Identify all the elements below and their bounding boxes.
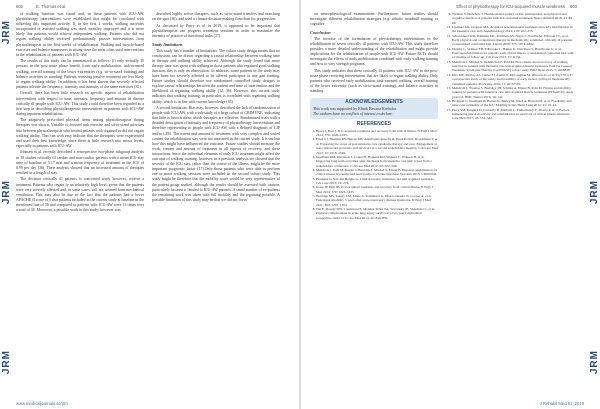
paragraph: Overall, there has been little research on specific aspects of rehabilitation interventions with respect to time, intensity, frequency and amount in disease critically ill people with ICU-AW. This study could therefore been regarded as a first step in describing physiotherapeutic interventions in patients with ICU-AW during inpatient rehabilitation.	[16, 91, 144, 116]
paragraph: The adaptively prescribed physical items among physiotherapists during therapies was shown. Variable or focused task exercise and sit-to-stand activities into between physiotherapists who treated patients with regained or did not regain walking ability. This can with easy indicate that the therapists were experienced and used their best knowledge, since there is little research into motor levels, especially in patients with ICU-AW.	[16, 118, 144, 148]
paragraph: Johnsen et al. recently described a retrospective two-phase subgroup analysis in 18 studies critically ill cardiac and non-cardiac patients with a mean ICU-stay time of baseline of 51.7 min and a mean frequency of treatment in the ICU of 0.99 per day (36). Their analysis showed that an increased amount of therapies resulted in a length of stay.	[16, 150, 144, 175]
reference-item: 14. Kho ME, Molloy AJ, Clarke FJ, Ajami D, McCaughan M, Obrovac K, et al. TryCYCLE: a prospective study of the safety and feasibility of early in-bed cycling in mechanically ventilated patients. PLoS One 2016; 11: e0167561.	[452, 73, 574, 86]
reference-item: 1. Herey I, Hall J. ICU-acquired weakness and recovery from critical illness. N Engl J Med 2014; 370: 1626–1635.	[316, 129, 438, 138]
reference-item: 10. Lipshutz AK, Gropper MA. Acquired neuromuscular weakness and early mobilization in the intensive care unit. Anesthesiology 2013; 118: 202–215.	[452, 25, 574, 34]
reference-item: 7. Herridge MS, Tansey CM, Matte A, Tomlinson G, Diaz-Granados N, Cooper A, et al. Functional disability 5 years after acute respiratory distress syndrome. N Engl J Med 2011; 364: 1293–1304.	[316, 194, 438, 207]
left-column-1	[16, 12, 144, 215]
left-column-2	[152, 12, 280, 204]
running-head: Effect of physiotherapy for ICU-acquired muscle weakness	[456, 4, 565, 9]
journal-side-tab-left	[0, 0, 12, 409]
section-heading: Study limitations	[152, 41, 183, 47]
reference-item: 9. Thomas S, Mehrholz J. Health-related quality of life, participation, and physical and cognitive function of patients with ICU-acquired weakness. Neuro-Rehabil 2018; 43: 89–96.	[452, 12, 574, 25]
reference-item: 4. Mehrholz J, Pohl M, Kugler J, Burridge J, Mückel S, Elsner B. Physical rehabilitation for critical illness myopathy and neuropathy. Cochrane Database Syst Rev 2015: CD010942.	[316, 168, 438, 177]
reference-item: 11. Schweickert WD, Pohlman MC, Pohlman AS, Nigos C, Pawlik AJ, Esbrook CL, et al. Early physical and occupational therapy in mechanically ventilated, critically ill patients: a randomised controlled trial. Lancet 2009; 373: 1874–1882.	[452, 34, 574, 47]
journal-tag-bottom: JRM	[1, 350, 12, 375]
paragraph: on neurophysiological examinations. Furthermore, future studies should investigate different rehabilitation strategies (e.g. robotic treadmill training or cognitive.	[310, 12, 438, 27]
page-number: 603	[570, 4, 577, 9]
journal-tag-top: JRM	[1, 20, 12, 45]
paragraph: described highly active therapies, such as sit-to-stand transfers and marching on the spot (36), and used a climate decision-making flowchart for progression.	[152, 12, 280, 22]
footer-citation: J Rehabil Med 51, 2019	[539, 401, 584, 406]
right-page	[300, 0, 600, 409]
paragraph: The decision critically ill patients is concerned study however, receive a treatment. Patients who regain ly an relatively high level, given that the patients were very severely affected and, in some cases, still not weaned from mechanical ventilation. This may also be due to the fact that the patients had a lower APACHE II score of 6 that patients included in the current study at baseline in the mentioned line of 56 and compared to patients with ICU-AW were 13 times over a total of 30. Moreover, a possible work in this study; however was	[16, 177, 144, 212]
right-column-2	[446, 12, 574, 121]
paragraph: A second limitation: Bias may, however, described the lack of randomization of people with ICU-AW, with a sub-study of a large cohort of CRIMYNE, indicating that little is known about which therapies are effective. Randomized trials with a detailed description of intensity and frequency of physiotherapy interventions and therefore representing to people with ICU-AW with a defined diagnosis of CIP and/or CIM. The extent and amount of treatment with very complex and varied content the rehabilitation stay were not measured in the current study. It is unclear how this might have influenced the outcome. Future studies should measure the work, content and amount of treatment in all aspects of recovery, and these interactions. Since the individual elements of early ICU treatment might affect the outcome of walking training, however, in a previous analysis we showed that the severity of the ICU stay, rather than the course of the illness, might be the more important prognostic factor (17).Only those patients who were able to perform one or more walking sessions were included in the second cohort study. This study might be therefore that the mobility score would be very representative of the patient group studied, although the results should be assessed with caution, particularly because it limited to ICU-AW patients. A small number of ex-patients the remaining work was taken with full mobility and the regaining possible. A possible limitation of this study may be that we did not focus	[152, 106, 280, 202]
acknowledgements-box	[310, 98, 438, 118]
journal-tag-middle: JRM	[1, 180, 12, 205]
reference-item: 13. Mehrholz J, Mückel S, Oehmichen F, Pohl M. First results about recovery of walking function in patients with intensive care unit-acquired muscle weakness from the General Weakness Syndrome Therapy (GymNAST) cohort study. BMJ Open 2015; 5: e008828.	[452, 60, 574, 73]
reference-item: 2. Fried GJ, Bauman RS, Herran MS, Annelvenbogerschy R, Hopkins RO, Dowdmann T, et al. Exploring the scope of post-intensive care syndrome therapy and care: Engagement of non-critical care providers and survivors in a second stakeholders meeting. Crit Care Med 2014; 42: 2518–2526.	[316, 137, 438, 154]
reference-list-col1	[310, 129, 438, 220]
conflict-statement: The authors have no conflicts of interest to declare.	[313, 111, 393, 116]
acknowledgements-title: ACKNOWLEDGEMENTS	[345, 99, 403, 106]
reference-item: 8. Fan E, Dowdy DW, Colantuoni E, Mendez-Tellez PA, Sevransky JE, Shanholtz C, et al. Physical complications in acute lung injury survivors: a two-year longitudinal prospective study. Crit Care Med 2014; 42: 849–859.	[316, 207, 438, 220]
journal-tag-bottom: JRM	[589, 350, 600, 375]
footer-url[interactable]: www.medicaljournals.se/jrm	[16, 401, 68, 406]
journal-tag-middle: JRM	[589, 180, 600, 205]
reference-item: 6. Kress JP, Hall JB. ICU-acquired weakness and recovery from critical illness. N Engl J Med 2014; 370: 1626–1635.	[316, 185, 438, 194]
right-column-1	[310, 12, 438, 220]
page-number: 602	[16, 4, 23, 9]
reference-item: 3. Needham DM, Davidson J, Cohen H, Hopkins RO, Weinert C, Wunsch H, et al. Improving long-term outcomes after discharge from intensive care unit: report from a stakeholders conference. Crit Care Med 2012; 40: 502–509.	[316, 155, 438, 168]
paragraph: of walking function was found and, in these patients with ICU-AW, physiotherapy interventions were established that might be correlated with achieving this important activity. If, in the first 2 weeks, walking activities incorporated or assisted walking was used, mobility improved and it is more likely that patients would achieve independent walking. Patients who did not regain walking ability received predominantly passive interventions from physiotherapists in the first weeks of rehabilitation. Walking and bicycle-based exercises and balance maneuvers in sitting were the most often used interventions in the rehabilitation of patients with ICU-AW.	[16, 12, 144, 57]
paragraph: This study has a number of limitations. The cohort study design means that no conclusions can be drawn regarding a causal relationship between walking time in therapy and walking ability achieved. Although the study found that more therapy time was spent with walking in those patients who regained good walking function, this is only an observation. In addition, some patients in the study may have been too severely affected to be offered participate in any gait training. Future studies should therefore use randomized controlled study designs to explore causal relationships between the content and time of intervention and the likelihood of regaining walking ability (12, 36). However, this current study indicates that walking training, in particular, is correlated with regaining walking ability, which is in line with current knowledge (35).	[152, 48, 280, 104]
journal-tag-top: JRM	[589, 20, 600, 45]
reference-item: 5. Hermans G, Van den Berghe G. Clinical review: intensive care unit acquired weakness. Crit Care 2015; 19: 274.	[316, 177, 438, 186]
references-title: REFERENCES	[356, 120, 392, 127]
reference-list-col2	[446, 12, 574, 121]
reference-item: 15. Mehrholz J, Thomas S, Burridge JH, Schmitt A, Elsner B, Pohl M. Fitness and mobility training in patients with intensive care unit-acquired muscle weakness (FITonICU): study protocol. BMC Neurol 2016; 16: 141.	[452, 86, 574, 99]
paragraph: This study indicates that these critically ill patients with ICU-AW in the post-acute phase receiving interventions that are likely to regain walking ability. Only patients who received early mobilization, task-oriented walking, overall training of the lower extremity (such as sit-to-stand training), and balance activities in standing.	[310, 68, 438, 94]
running-head: E. Thomas et al.	[36, 4, 67, 9]
reference-item: 12. Denehy L, Skinner EH, Edbrooke L, Haines K, Warrillow S, Hawthorne G, et al. Exercise rehabilitation for patients with critical illness: a randomized controlled trial with 12 months of follow-up. Crit Care 2013; 17: R156.	[452, 47, 574, 60]
paragraph: As discussed by Parry et al. in 2019, it appeared to be important that physiotherapists can progress treatment sessions in order to maximize the intensity of practice of functional tasks (37).	[152, 23, 280, 38]
acknowledgements-text: This work was supported by Klinik Bavaria Kreischa.	[313, 106, 397, 111]
journal-side-tab-right	[588, 0, 600, 409]
reference-item: 16. Hodgson C, Needham D, Haines K, Bailey M, Ward A, Harrold M, et al. Feasibility and inter-rater reliability of the ICU Mobility Scale. Heart Lung 2014; 43: 19–24.	[452, 99, 574, 108]
paragraph: The results of this study can be summarized as follows: (i) only virtually 10 persons in the post-acute phase benefit from early mobilization, task-oriented walking, overall training of the lower extremities (e.g. sit-to-stand training) and balance activities in standing. Patients receiving passive treatment are less likely to regain walking ability. In addition, it has been shown that severely affected patients tolerate the frequency, intensity and intensity of the same exercises (35).	[16, 59, 144, 89]
section-heading: Conclusion	[310, 30, 331, 36]
reference-item: 17. Parry SM, Knight LD, Connolly B, Baldwin C, Puthucheary Z, Morris P, et al. Factors influencing physical activity and rehabilitation in survivors of critical illness. Intensive Care Med 2017; 43: 531–542.	[452, 108, 574, 121]
paragraph: The increase of the formulation of physiotherapy interventions in the rehabilitation of seven critically ill patients with ICU-AW. This study therefore provides a more detailed understanding of the rehabilitation and might provide implications for the rehabilitation of people with ICU-AW. Future RCTs should investigate the effects of early mobilization combined with early walking training and how to vary strength programs.	[310, 36, 438, 67]
